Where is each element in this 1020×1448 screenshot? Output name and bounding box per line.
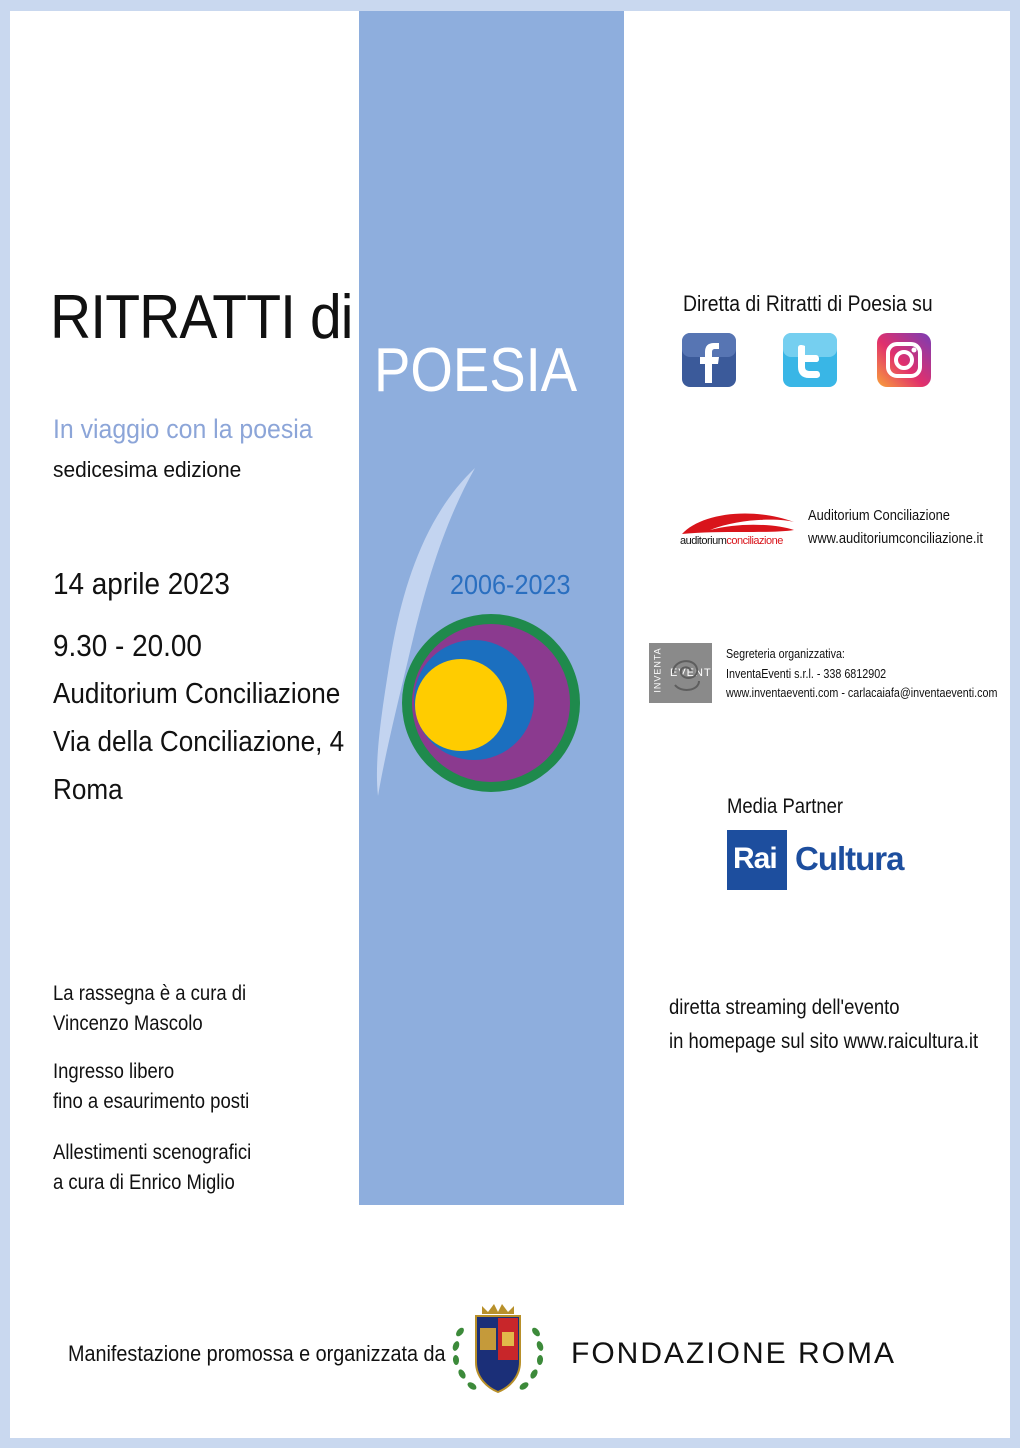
event-years: 2006-2023 [450,569,571,600]
title-ritratti: RITRATTI di [50,283,353,352]
event-time: 9.30 - 20.00 [53,628,202,663]
streaming-line2: in homepage sul sito www.raicultura.it [669,1030,979,1053]
cultura-logo-text: Cultura [795,840,904,877]
facebook-icon[interactable] [682,333,736,387]
secretariat-info: Segreteria organizzativa: InventaEventi s.r.l. - 338 6812902 www.inventaeventi.com - carlacaiafa@inventaeventi.com [726,647,998,700]
entry-info: Ingresso libero fino a esaurimento posti [53,1060,250,1113]
fondazione-roma-wordmark: FONDAZIONE ROMA [571,1337,897,1370]
curator-credit: La rassegna è a cura di Vincenzo Mascolo [53,982,247,1035]
instagram-icon[interactable] [877,333,931,387]
title-poesia: POESIA [374,336,578,405]
auditorium-url[interactable]: www.auditoriumconciliazione.it [808,530,983,547]
inventa-eventi-logo: INVENTA EVENTI [649,643,712,703]
streaming-line1: diretta streaming dell'evento [669,996,900,1019]
promoted-by-text: Manifestazione promossa e organizzata da [68,1341,446,1366]
edition: sedicesima edizione [53,457,242,482]
event-venue: Auditorium Conciliazione [53,678,341,710]
media-partner-label: Media Partner [727,795,844,818]
set-design-credit: Allestimenti scenografici a cura di Enrico Miglio [53,1141,252,1194]
rai-logo-text: Rai [733,842,777,875]
concentric-circles-logo [400,612,582,794]
social-heading: Diretta di Ritratti di Poesia su [683,291,933,316]
fondazione-roma-crest [446,1302,550,1402]
event-address: Via della Conciliazione, 4 [53,726,345,758]
twitter-icon[interactable] [783,333,837,387]
auditorium-name: Auditorium Conciliazione [808,507,950,524]
auditorium-logo-text: auditoriumconciliazione [680,535,783,547]
event-city: Roma [53,774,123,806]
subtitle: In viaggio con la poesia [53,414,313,444]
swirl-icon [665,649,707,697]
event-date: 14 aprile 2023 [53,566,230,601]
auditorium-swoosh-logo [680,508,798,538]
